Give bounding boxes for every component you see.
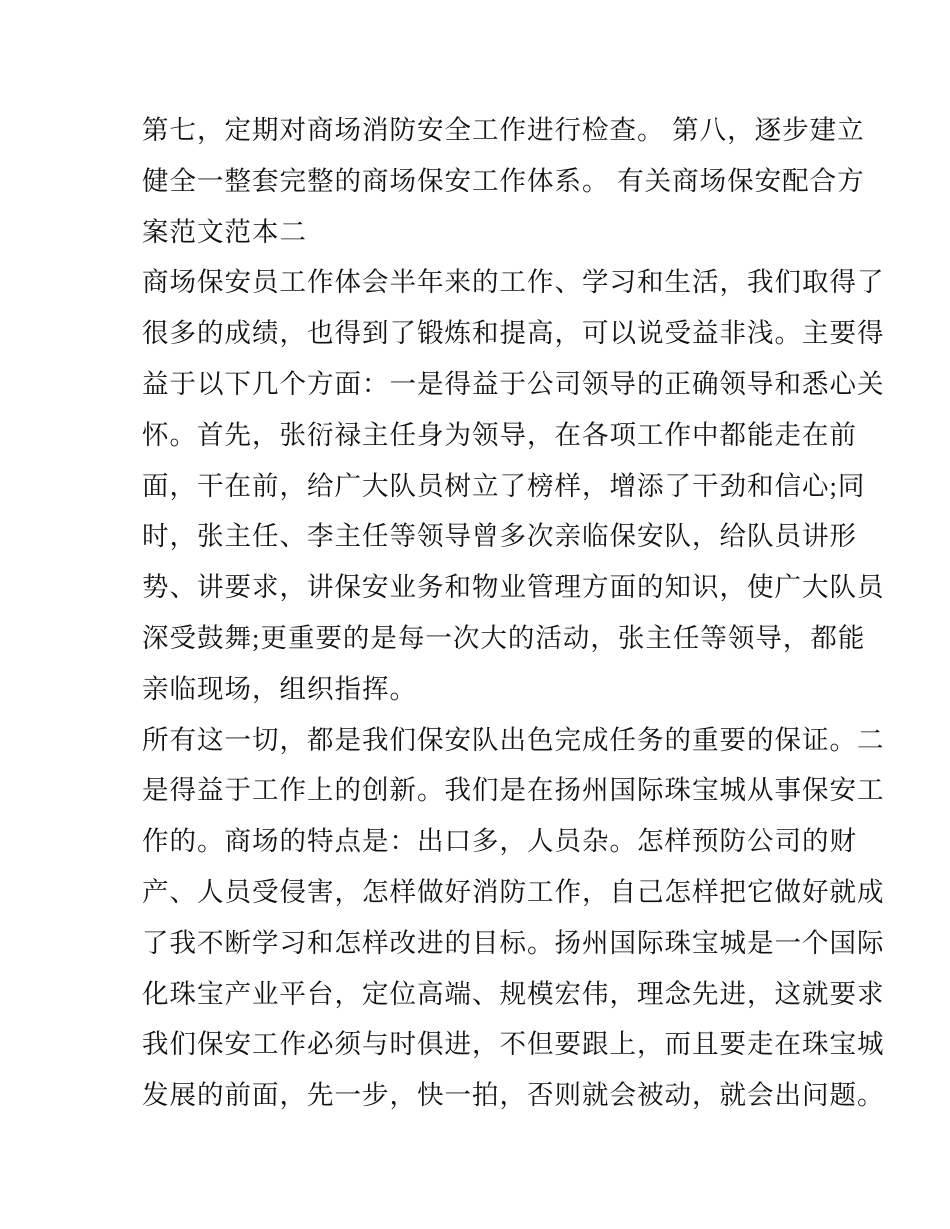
text-line: 时，张主任、李主任等领导曾多次亲临保安队，给队员讲形 <box>142 521 857 552</box>
text-line: 产、人员受侵害，怎样做好消防工作，自己怎样把它做好就成 <box>142 877 885 907</box>
text-line: 所有这一切，都是我们保安队出色完成任务的重要的保证。二 <box>142 724 885 755</box>
text-line: 面，干在前，给广大队员树立了榜样，增添了干劲和信心;同 <box>142 470 866 501</box>
text-line: 了我不断学习和怎样改进的目标。扬州国际珠宝城是一个国际 <box>142 927 885 958</box>
text-line: 亲临现场，组织指挥。 <box>142 673 417 704</box>
text-line: 是得益于工作上的创新。我们是在扬州国际珠宝城从事保安工 <box>142 775 885 806</box>
text-line: 势、讲要求，讲保安业务和物业管理方面的知识，使广大队员 <box>142 572 885 603</box>
text-line: 发展的前面，先一步，快一拍，否则就会被动，就会出问题。 <box>142 1080 885 1111</box>
text-line: 我们保安工作必须与时俱进，不但要跟上，而且要走在珠宝城 <box>142 1029 885 1060</box>
text-line: 怀。首先，张衍禄主任身为领导，在各项工作中都能走在前 <box>142 419 857 450</box>
text-line: 商场保安员工作体会半年来的工作、学习和生活，我们取得了 <box>142 267 885 298</box>
text-line: 深受鼓舞;更重要的是每一次大的活动，张主任等领导，都能 <box>142 623 866 653</box>
text-line: 案范文范本二 <box>142 216 307 247</box>
text-line: 益于以下几个方面：一是得益于公司领导的正确领导和悉心关 <box>142 369 885 399</box>
text-line: 很多的成绩，也得到了锻炼和提高，可以说受益非浅。主要得 <box>142 318 885 349</box>
text-line: 化珠宝产业平台，定位高端、规模宏伟，理念先进，这就要求 <box>142 978 885 1009</box>
text-line: 健全一整套完整的商场保安工作体系。 有关商场保安配合方 <box>142 165 865 196</box>
text-line: 第七，定期对商场消防安全工作进行检查。 第八，逐步建立 <box>142 115 865 145</box>
text-line: 作的。商场的特点是：出口多，人员杂。怎样预防公司的财 <box>142 826 857 857</box>
